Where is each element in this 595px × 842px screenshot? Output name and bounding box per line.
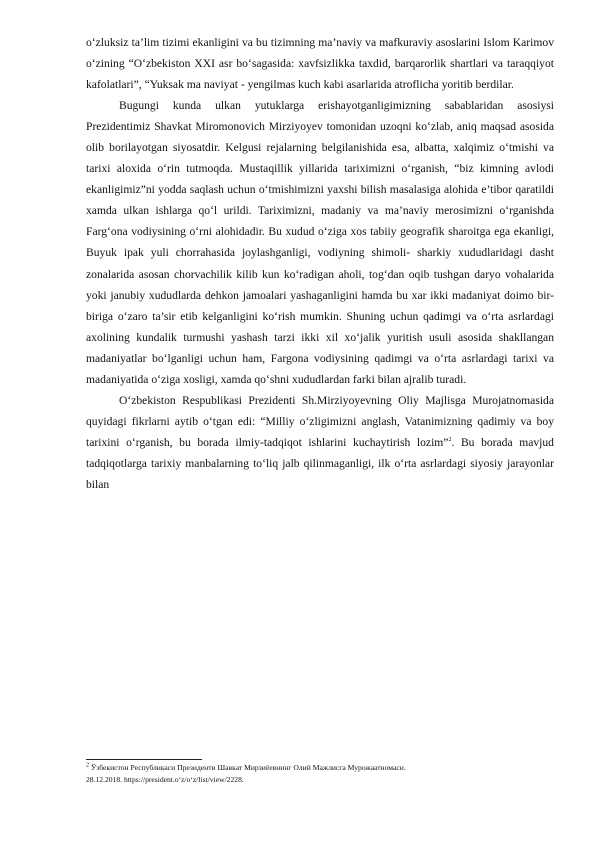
paragraph-text-before-footnote: O‘zbekiston Respublikasi Prezidenti Sh.Mirziyoyevning Oliy Majlisga Murojatnomasida quyidagi fikrlarni aytib o‘tgan edi: “Milliy o‘zligimizni anglash, Vatanimizning qadimiy va boy tarixini o‘rganish, bu borada ilmiy-tadqiqot ishlarini kuchaytirish lozim” (86, 393, 554, 449)
paragraph-continuation: o‘zluksiz ta’lim tizimi ekanligini va bu tizimning ma’naviy va mafkuraviy asoslarini Islom Karimov o‘zining “O‘zbekiston XXI asr bo‘sagasida: xavfsizlikka taxdid, barqarorlik shartlari va taraqqiyot kafolatlari”, “Yuksak ma naviyat - yengilmas kuch kabi asarlarida atroflicha yoritib berdilar. (86, 36, 554, 92)
footnote (86, 762, 554, 785)
paragraph-text-after-footnote: . Bu borada mavjud tadqiqotlarga tarixiy manbalarning to‘liq jalb qilinmaganligi, ilk o‘rta asrlardagi siyosiy jarayonlar bilan (86, 435, 554, 491)
footnote-number: 2 (86, 762, 89, 769)
document-body (86, 32, 554, 495)
paragraph-president-policy: Bugungi kunda ulkan yutuklarga erishayotganligimizning sabablaridan asosiysi Prezidentimiz Shavkat Miromonovich Mirziyoyev tomonidan uzoqni ko‘zlab, aniq maqsad asosida olib borilayotgan siyosatdir. Kelgusi rejalarning belgilanishida esa, albatta, xalqimiz o‘tmishi va tarixi aloxida o‘rin tutmoqda. Mustaqillik yillarida tariximizni o‘rganish, “biz kimning avlodi ekanligimiz”ni yodda saqlash uchun o‘tmishimizni yaxshi bilish masalasiga alohida e’tibor qaratildi xamda ulkan ishlarga qo‘l urildi. Tariximizni, madaniy va ma’naviy merosimizni o‘rganishda Farg‘ona vodiysining o‘rni alohidadir. Bu xudud o‘ziga xos tabiiy geografik sharoitga ega ekanligi, Buyuk ipak yuli chorrahasida joylashganligi, vodiyning shimoli- sharkiy xududlaridagi dasht zonalarida asosan chorvachilik kilib kun ko‘radigan aholi, tog‘dan oqib tushgan daryo vohalarida yoki janubiy xududlarda dehkon jamoalari yashaganligini hamda bu xar ikki madaniyat doimo bir-biriga o‘zaro ta’sir etib kelganligini ko‘rish mumkin. Shuning uchun qadimgi va o‘rta asrlardagi axolining kundalik turmushi yashash tarzi ikki xil xo‘jalik yuritish usuli asosida shakllangan madaniyatlar bo‘lganligi uchun ham, Fargona vodiysining qadimgi va o‘rta asrlardagi tarixi va madaniyatida o‘ziga xosligi, xamda qo‘shni xududlardan farki bilan ajralib turadi. (86, 99, 554, 386)
footnote-line-1 (86, 762, 554, 774)
footnote-reference: 2 (448, 437, 452, 444)
paragraph-address-quote (86, 390, 554, 495)
footnote-line-2: 28.12.2018. https://president.o‘z/o‘z/list/view/2228. (86, 774, 244, 784)
footnote-separator (86, 759, 202, 760)
footnote-source-title: Ўзбекистон Республикаси Президенти Шавкат Мирзиёевнинг Олий Мажлисга Мурожаатномаси. (90, 763, 406, 772)
